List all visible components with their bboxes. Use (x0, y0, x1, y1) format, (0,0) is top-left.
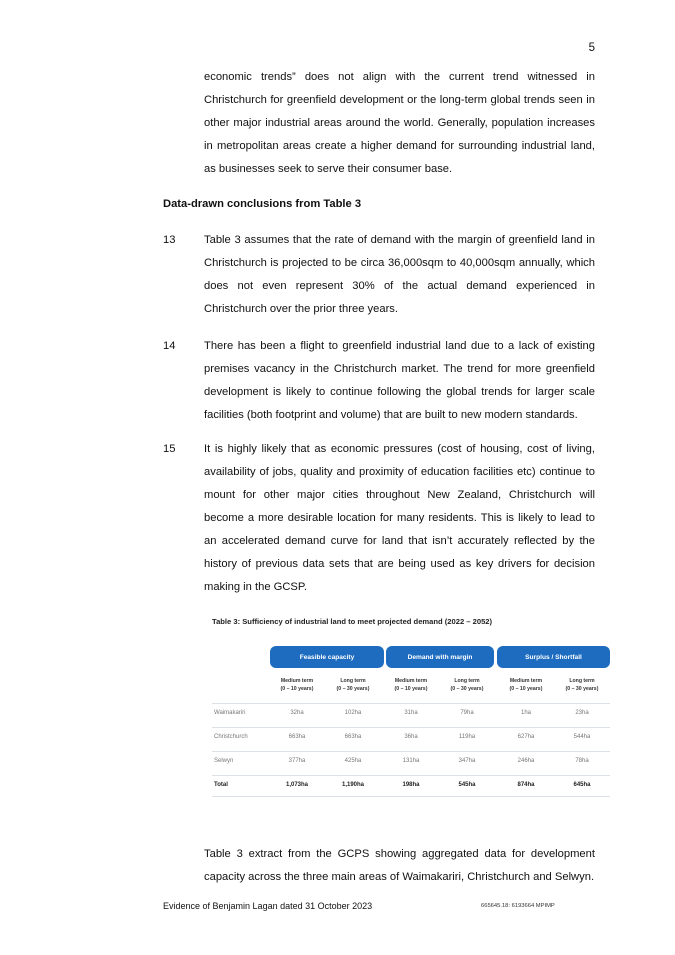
column-header (440, 677, 494, 693)
table-cell: 246ha (517, 758, 535, 764)
column-years: (0 – 30 years) (450, 686, 484, 692)
column-header (499, 677, 553, 693)
paragraph-continued: economic trends” does not align with the current trend witnessed in Christchurch for greenfield development or the long-term global trends seen in other major industrial areas around the world. Generally, population increases in metropolitan areas create a higher demand for surrounding industrial land, as businesses seek to serve their consumer base. (204, 71, 595, 175)
column-term: Long term (340, 678, 366, 684)
table-cell: 663ha (344, 734, 362, 740)
column-term: Medium term (280, 678, 314, 684)
row-area-label: Waimakariri (214, 710, 246, 716)
paragraph-13: Table 3 assumes that the rate of demand with the margin of greenfield land in Christchurch is projected to be circa 36,000sqm to 40,000sqm annually, which does not even represent 30% of the actual demand experienced in Christchurch over the prior three years. (204, 234, 595, 315)
table-cell: 663ha (288, 734, 306, 740)
column-header (555, 677, 609, 693)
section-heading: Data-drawn conclusions from Table 3 (163, 198, 362, 210)
table-caption: Table 3 extract from the GCPS showing aggregated data for development capacity across the three main areas of Waimakariri, Christchurch and Selwyn. (204, 848, 595, 883)
column-header (384, 677, 438, 693)
table-row (212, 703, 610, 724)
paragraph-number-13: 13 (163, 234, 176, 246)
table-cell: 198ha (402, 782, 420, 788)
table-cell: 627ha (517, 734, 535, 740)
column-term: Medium term (509, 678, 543, 684)
table-cell: 23ha (575, 710, 589, 716)
paragraph-number-14: 14 (163, 340, 176, 352)
group-header-feasible-capacity: Feasible capacity (270, 646, 384, 668)
table-row-total (212, 775, 610, 797)
table-row (212, 751, 610, 772)
row-area-label: Selwyn (214, 758, 234, 764)
table-cell: 131ha (402, 758, 420, 764)
row-area-label: Christchurch (214, 734, 248, 740)
table-cell: 31ha (404, 710, 418, 716)
column-header (270, 677, 324, 693)
paragraph-14: There has been a flight to greenfield industrial land due to a lack of existing premises vacancy in the Christchurch market. The trend for more greenfield development is likely to continue following the global trends for larger scale facilities (both footprint and volume) that are built to new modern standards. (204, 340, 595, 421)
table-3-image (212, 617, 612, 807)
column-years: (0 – 30 years) (336, 686, 370, 692)
column-header (326, 677, 380, 693)
column-term: Medium term (394, 678, 428, 684)
table-cell: 79ha (460, 710, 474, 716)
column-years: (0 – 30 years) (565, 686, 599, 692)
group-header-surplus-shortfall: Surplus / Shortfall (497, 646, 610, 668)
table-cell: 119ha (458, 734, 476, 740)
table-cell: 36ha (404, 734, 418, 740)
table-cell: 425ha (344, 758, 362, 764)
table-cell: 1ha (520, 710, 531, 716)
table-cell: 1,190ha (341, 782, 365, 788)
table-cell: 347ha (458, 758, 476, 764)
footer-evidence-line: Evidence of Benjamin Lagan dated 31 October 2023 (163, 901, 373, 911)
column-years: (0 – 10 years) (509, 686, 543, 692)
table-row (212, 727, 610, 748)
page-number: 5 (588, 42, 595, 54)
table-cell: 645ha (573, 782, 591, 788)
table-cell: 874ha (517, 782, 535, 788)
table-cell: 102ha (344, 710, 362, 716)
table-cell: 78ha (575, 758, 589, 764)
paragraph-15: It is highly likely that as economic pressures (cost of housing, cost of living, availability of jobs, quality and proximity of education facilities etc) continue to mount for other major cities throughout New Zealand, Christchurch will become a more desirable location for many residents. This is likely to lead to an accelerated demand curve for land that isn’t accurately reflected by the history of previous data sets that are being used as key drivers for decision making in the GCSP. (204, 443, 595, 593)
column-years: (0 – 10 years) (280, 686, 314, 692)
column-years: (0 – 10 years) (394, 686, 428, 692)
table-cell: 377ha (288, 758, 306, 764)
column-term: Long term (569, 678, 595, 684)
table-cell: 545ha (458, 782, 476, 788)
row-area-label: Total (214, 782, 228, 788)
table-title: Table 3: Sufficiency of industrial land to meet projected demand (2022 – 2052) (212, 617, 493, 626)
table-cell: 544ha (573, 734, 591, 740)
paragraph-number-15: 15 (163, 443, 176, 455)
table-cell: 1,073ha (285, 782, 309, 788)
column-term: Long term (454, 678, 480, 684)
table-cell: 32ha (290, 710, 304, 716)
group-header-demand-with-margin: Demand with margin (386, 646, 494, 668)
footer-document-reference: 665645.18: 6193664 MPIMP (481, 903, 555, 909)
